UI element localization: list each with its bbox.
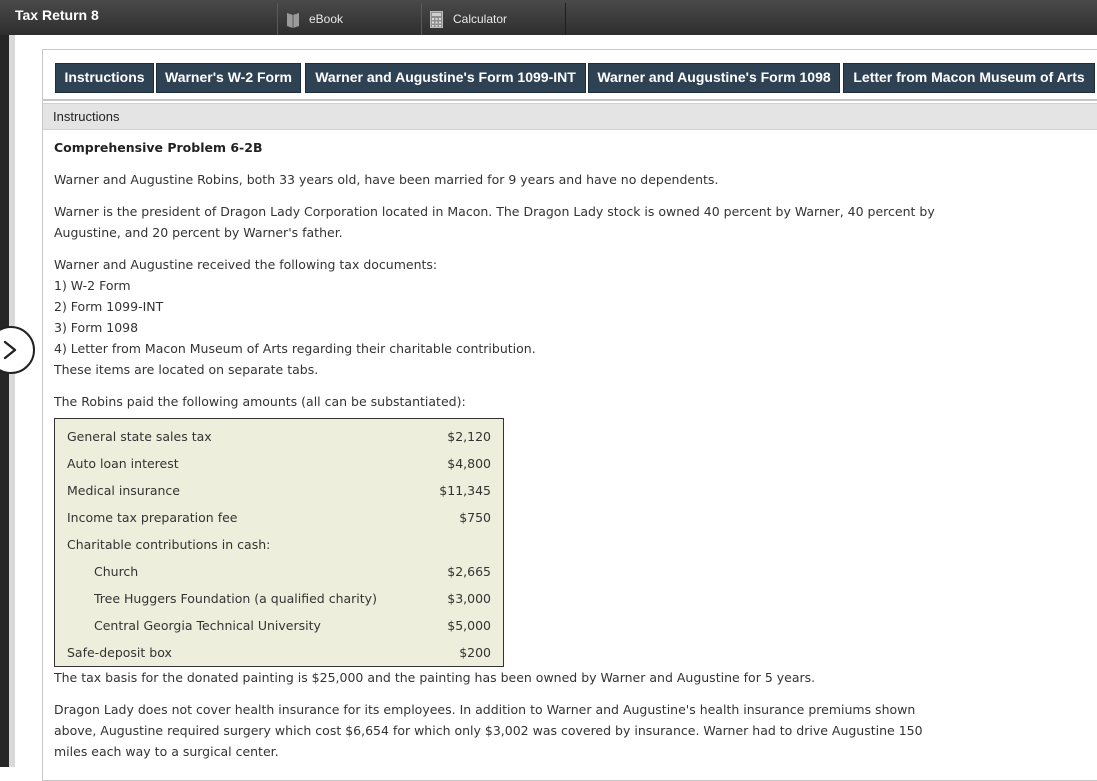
row-label: Tree Huggers Foundation (a qualified charity) (94, 591, 377, 606)
section-label: Instructions (53, 109, 120, 124)
calculator-icon (430, 11, 443, 28)
row-label: Medical insurance (67, 483, 180, 498)
document-item: 1) W-2 Form (54, 278, 131, 293)
instructions-content (54, 137, 954, 762)
table-row (55, 504, 503, 531)
paragraph-paid-intro: The Robins paid the following amounts (all can be substantiated): (54, 394, 466, 409)
paragraph-painting-basis: The tax basis for the donated painting is $25,000 and the painting has been owned by Warner and Augustine for 5 years. (54, 670, 816, 685)
row-amount: $5,000 (447, 618, 491, 633)
row-label: Central Georgia Technical University (94, 618, 321, 633)
row-amount: $11,345 (439, 483, 491, 498)
table-row (55, 477, 503, 504)
calculator-label: Calculator (453, 12, 508, 26)
paragraph-documents-outro: These items are located on separate tabs. (54, 362, 319, 377)
row-amount: $2,665 (447, 564, 491, 579)
paragraph-health-insurance: Dragon Lady does not cover health insurance for its employees. In addition to Warner and Augustine's health insurance premiums shown above, Augustine required surgery which cost $6,654 for which only $3,002 was covered by insurance. Warner had to drive Augustine 150 miles each way to a surgical center. (54, 702, 923, 759)
chevron-right-icon (2, 340, 18, 360)
tab-instructions[interactable]: Instructions (55, 63, 154, 93)
table-row (55, 612, 503, 639)
table-row (55, 531, 503, 558)
tab-museum-letter[interactable]: Letter from Macon Museum of Arts (843, 63, 1095, 93)
tab-form-1098[interactable]: Warner and Augustine's Form 1098 (588, 63, 840, 93)
calculator-button[interactable] (421, 3, 566, 35)
ebook-label: eBook (309, 12, 344, 26)
paragraph-documents-intro: Warner and Augustine received the following tax documents: (54, 257, 438, 272)
top-toolbar (0, 0, 1097, 35)
app-title: Tax Return 8 (15, 7, 99, 23)
left-rail (0, 35, 9, 767)
section-header (43, 103, 1097, 130)
row-label: Church (94, 564, 139, 579)
tab-w2-form[interactable]: Warner's W-2 Form (156, 63, 301, 93)
row-label: Safe-deposit box (67, 645, 172, 660)
problem-heading: Comprehensive Problem 6-2B (54, 140, 263, 155)
instructions-panel (42, 49, 1097, 781)
tab-form-1099-int[interactable]: Warner and Augustine's Form 1099-INT (305, 63, 586, 93)
table-row (55, 450, 503, 477)
row-amount: $3,000 (447, 591, 491, 606)
paid-amounts-table (54, 418, 504, 667)
document-item: 4) Letter from Macon Museum of Arts regarding their charitable contribution. (54, 341, 536, 356)
document-item: 2) Form 1099-INT (54, 299, 164, 314)
row-amount: $2,120 (447, 429, 491, 444)
table-row (55, 423, 503, 450)
paragraph-corporation: Warner is the president of Dragon Lady Corporation located in Macon. The Dragon Lady stock is owned 40 percent by Warner, 40 percent by Augustine, and 20 percent by Warner's father. (54, 204, 935, 240)
table-row (55, 558, 503, 585)
book-icon (286, 11, 300, 28)
paragraph-couple: Warner and Augustine Robins, both 33 years old, have been married for 9 years and have no dependents. (54, 172, 719, 187)
table-row (55, 585, 503, 612)
ebook-button[interactable] (277, 3, 422, 35)
row-label: Charitable contributions in cash: (67, 537, 271, 552)
expand-sidebar-button[interactable] (0, 326, 35, 374)
row-label: Auto loan interest (67, 456, 179, 471)
row-label: General state sales tax (67, 429, 212, 444)
rail-edge (9, 35, 15, 767)
tab-divider (43, 99, 1097, 101)
row-amount: $200 (459, 645, 491, 660)
row-label: Income tax preparation fee (67, 510, 238, 525)
row-amount: $750 (459, 510, 491, 525)
row-amount: $4,800 (447, 456, 491, 471)
table-row (55, 639, 503, 666)
document-item: 3) Form 1098 (54, 320, 139, 335)
